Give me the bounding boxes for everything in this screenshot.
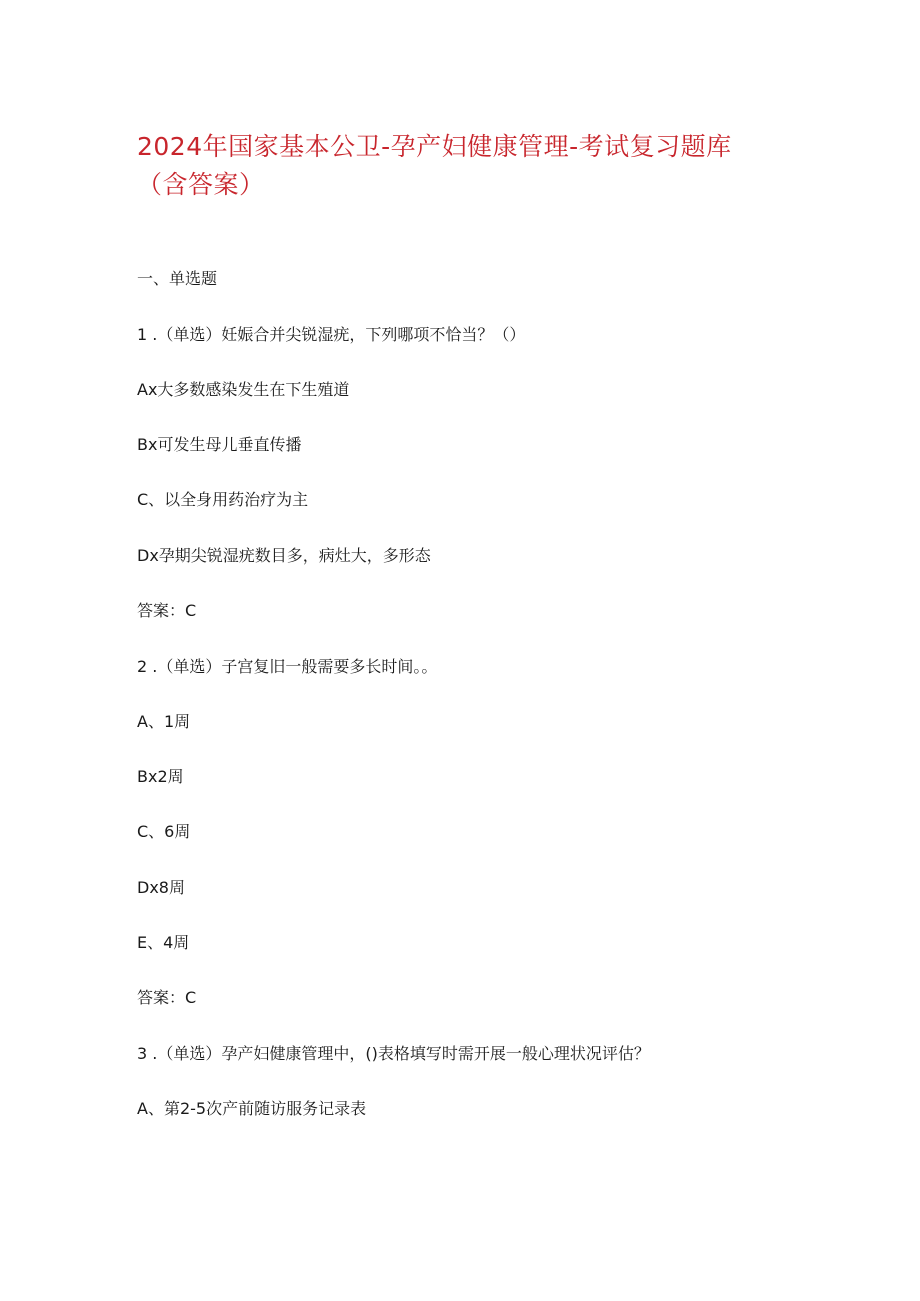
question-3-option-a: A、第2-5次产前随访服务记录表 (137, 1099, 367, 1118)
question-1-option-a: Ax大多数感染发生在下生殖道 (137, 380, 350, 399)
section-heading: 一、单选题 (137, 269, 218, 288)
question-1-stem: 1 .（单选）妊娠合并尖锐湿疣，下列哪项不恰当？（） (137, 325, 526, 344)
question-2-stem: 2 .（单选）子宫复旧一般需要多长时间。。 (137, 657, 438, 676)
question-1-answer: 答案：C (137, 601, 197, 620)
question-2-option-b: Bx2周 (137, 767, 184, 786)
question-3-stem: 3 .（单选）孕产妇健康管理中，()表格填写时需开展一般心理状况评估？ (137, 1044, 650, 1063)
question-1-option-c: C、以全身用药治疗为主 (137, 490, 309, 509)
question-1-option-b: Bx可发生母儿垂直传播 (137, 435, 302, 454)
document-title: 2024年国家基本公卫-孕产妇健康管理-考试复习题库（含答案） (137, 132, 732, 199)
question-2-option-c: C、6周 (137, 822, 191, 841)
question-2-answer: 答案：C (137, 988, 197, 1007)
question-2-option-e: E、4周 (137, 933, 190, 952)
question-1-option-d: Dx孕期尖锐湿疣数目多，病灶大，多形态 (137, 546, 431, 565)
question-2-option-d: Dx8周 (137, 878, 185, 897)
question-2-option-a: A、1周 (137, 712, 191, 731)
